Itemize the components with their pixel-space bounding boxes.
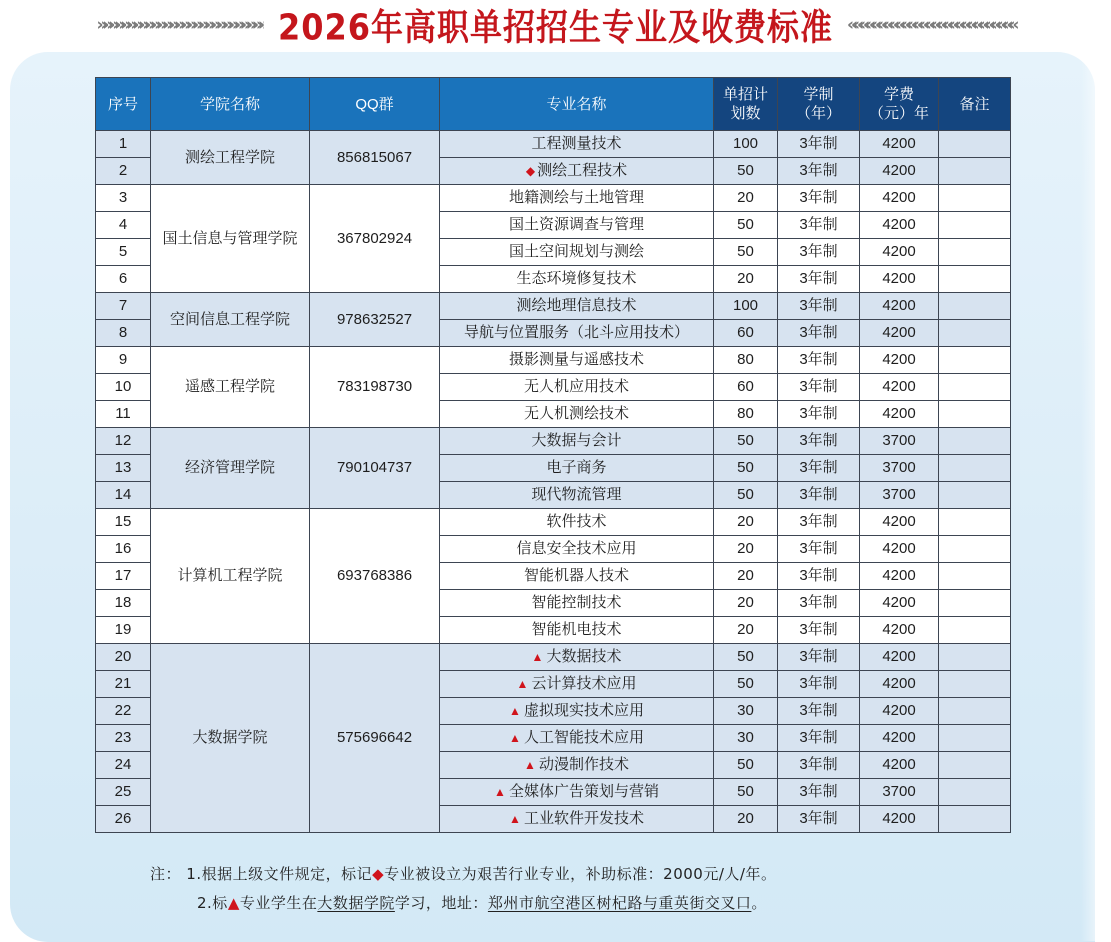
column-header-fee xyxy=(860,78,939,131)
cell-seq: 5 xyxy=(96,239,151,266)
footnote-2-study: 学习，地址： xyxy=(394,894,488,912)
major-name: 国土资源调查与管理 xyxy=(508,216,644,233)
cell-fee: 4200 xyxy=(860,590,939,617)
cell-plan: 30 xyxy=(714,725,778,752)
major-name: 信息安全技术应用 xyxy=(516,540,637,557)
cell-seq: 23 xyxy=(96,725,151,752)
cell-major xyxy=(440,698,714,725)
cell-fee: 4200 xyxy=(860,401,939,428)
cell-college: 测绘工程学院 xyxy=(151,131,310,185)
major-name: 生态环境修复技术 xyxy=(516,270,637,287)
cell-major xyxy=(440,806,714,833)
cell-years: 3年制 xyxy=(778,779,860,806)
cell-plan: 50 xyxy=(714,644,778,671)
cell-remark xyxy=(939,590,1011,617)
triangle-marker-icon: ▲ xyxy=(524,758,536,772)
cell-fee: 4200 xyxy=(860,131,939,158)
cell-plan: 20 xyxy=(714,509,778,536)
cell-remark xyxy=(939,185,1011,212)
footnote-1-text-end: 专业被设立为艰苦行业专业，补助标准：2000元/人/年。 xyxy=(384,865,777,883)
footnote-2-college: 大数据学院 xyxy=(317,894,395,912)
cell-years: 3年制 xyxy=(778,374,860,401)
cell-fee: 4200 xyxy=(860,185,939,212)
cell-years: 3年制 xyxy=(778,617,860,644)
cell-major xyxy=(440,266,714,293)
cell-seq: 26 xyxy=(96,806,151,833)
cell-remark xyxy=(939,779,1011,806)
triangle-marker-icon: ▲ xyxy=(509,704,521,718)
cell-years: 3年制 xyxy=(778,590,860,617)
table-body xyxy=(96,131,1011,833)
cell-years: 3年制 xyxy=(778,536,860,563)
cell-plan: 100 xyxy=(714,293,778,320)
major-name: 软件技术 xyxy=(546,513,607,530)
cell-remark xyxy=(939,320,1011,347)
cell-remark xyxy=(939,212,1011,239)
cell-remark xyxy=(939,806,1011,833)
cell-major xyxy=(440,185,714,212)
cell-major xyxy=(440,320,714,347)
major-name: 无人机测绘技术 xyxy=(523,405,629,422)
cell-college: 计算机工程学院 xyxy=(151,509,310,644)
cell-years: 3年制 xyxy=(778,266,860,293)
column-header-fee-line2: （元）年 xyxy=(868,105,929,122)
cell-major xyxy=(440,158,714,185)
diamond-marker-icon: ◆ xyxy=(372,865,385,883)
cell-fee: 3700 xyxy=(860,455,939,482)
cell-qq-group: 978632527 xyxy=(310,293,440,347)
major-name: 云计算技术应用 xyxy=(531,675,637,692)
cell-fee: 4200 xyxy=(860,752,939,779)
cell-college: 国土信息与管理学院 xyxy=(151,185,310,293)
cell-years: 3年制 xyxy=(778,752,860,779)
cell-plan: 50 xyxy=(714,482,778,509)
cell-years: 3年制 xyxy=(778,644,860,671)
cell-plan: 20 xyxy=(714,617,778,644)
major-name: 工程测量技术 xyxy=(531,135,622,152)
cell-major xyxy=(440,482,714,509)
footnote-2-end: 。 xyxy=(751,894,767,912)
cell-years: 3年制 xyxy=(778,185,860,212)
cell-college: 大数据学院 xyxy=(151,644,310,833)
footnote-2-text-mid: 专业学生在 xyxy=(239,894,318,912)
cell-fee: 4200 xyxy=(860,725,939,752)
cell-fee: 4200 xyxy=(860,563,939,590)
cell-major xyxy=(440,401,714,428)
panel-edge-fade xyxy=(1081,52,1111,941)
cell-plan: 80 xyxy=(714,401,778,428)
column-header-plan-line2: 划数 xyxy=(730,105,761,122)
cell-college: 遥感工程学院 xyxy=(151,347,310,428)
cell-remark xyxy=(939,725,1011,752)
cell-major xyxy=(440,590,714,617)
cell-remark xyxy=(939,131,1011,158)
cell-seq: 14 xyxy=(96,482,151,509)
cell-plan: 50 xyxy=(714,212,778,239)
major-name: 国土空间规划与测绘 xyxy=(508,243,644,260)
cell-years: 3年制 xyxy=(778,239,860,266)
major-name: 测绘地理信息技术 xyxy=(516,297,637,314)
page-title: 2026年高职单招招生专业及收费标准 xyxy=(277,5,834,49)
major-name: 人工智能技术应用 xyxy=(523,729,644,746)
cell-years: 3年制 xyxy=(778,293,860,320)
major-name: 智能机电技术 xyxy=(531,621,622,638)
table-row xyxy=(96,428,1011,455)
cell-major xyxy=(440,752,714,779)
cell-plan: 50 xyxy=(714,428,778,455)
cell-fee: 4200 xyxy=(860,509,939,536)
cell-plan: 30 xyxy=(714,698,778,725)
cell-fee: 4200 xyxy=(860,320,939,347)
cell-plan: 20 xyxy=(714,563,778,590)
cell-remark xyxy=(939,698,1011,725)
cell-fee: 4200 xyxy=(860,671,939,698)
major-name: 摄影测量与遥感技术 xyxy=(508,351,644,368)
table-row xyxy=(96,509,1011,536)
cell-remark xyxy=(939,374,1011,401)
cell-qq-group: 693768386 xyxy=(310,509,440,644)
cell-seq: 20 xyxy=(96,644,151,671)
footnote-2 xyxy=(150,889,970,918)
cell-plan: 20 xyxy=(714,536,778,563)
cell-years: 3年制 xyxy=(778,428,860,455)
cell-fee: 3700 xyxy=(860,428,939,455)
cell-plan: 50 xyxy=(714,455,778,482)
cell-seq: 13 xyxy=(96,455,151,482)
cell-plan: 20 xyxy=(714,266,778,293)
cell-major xyxy=(440,644,714,671)
cell-major xyxy=(440,671,714,698)
cell-qq-group: 856815067 xyxy=(310,131,440,185)
column-header-qq: QQ群 xyxy=(310,78,440,131)
cell-seq: 8 xyxy=(96,320,151,347)
column-header-years-line1: 学制 xyxy=(803,86,834,103)
cell-fee: 4200 xyxy=(860,536,939,563)
cell-years: 3年制 xyxy=(778,698,860,725)
cell-college: 空间信息工程学院 xyxy=(151,293,310,347)
triangle-marker-icon: ▲ xyxy=(494,785,506,799)
cell-plan: 80 xyxy=(714,347,778,374)
column-header-remarks: 备注 xyxy=(939,78,1011,131)
cell-years: 3年制 xyxy=(778,509,860,536)
cell-major xyxy=(440,239,714,266)
table-row xyxy=(96,293,1011,320)
major-name: 大数据与会计 xyxy=(531,432,622,449)
cell-seq: 10 xyxy=(96,374,151,401)
cell-major xyxy=(440,212,714,239)
cell-major xyxy=(440,428,714,455)
major-name: 智能控制技术 xyxy=(531,594,622,611)
footnote-prefix: 注： xyxy=(150,865,182,883)
cell-seq: 15 xyxy=(96,509,151,536)
major-name: 现代物流管理 xyxy=(531,486,622,503)
cell-remark xyxy=(939,158,1011,185)
cell-seq: 21 xyxy=(96,671,151,698)
cell-seq: 1 xyxy=(96,131,151,158)
chevron-right-decoration-icon: »»»»»»»»»»»»»»»»»»»»»»»»»»»» xyxy=(96,15,264,35)
major-name: 电子商务 xyxy=(546,459,607,476)
major-name: 大数据技术 xyxy=(546,648,622,665)
column-header-seq: 序号 xyxy=(96,78,151,131)
cell-fee: 4200 xyxy=(860,158,939,185)
cell-years: 3年制 xyxy=(778,320,860,347)
column-header-plan-line1: 单招计 xyxy=(722,86,768,103)
cell-fee: 4200 xyxy=(860,239,939,266)
cell-qq-group: 575696642 xyxy=(310,644,440,833)
major-name: 智能机器人技术 xyxy=(523,567,629,584)
cell-seq: 4 xyxy=(96,212,151,239)
cell-years: 3年制 xyxy=(778,212,860,239)
triangle-marker-icon: ▲ xyxy=(509,812,521,826)
cell-fee: 4200 xyxy=(860,374,939,401)
cell-seq: 7 xyxy=(96,293,151,320)
cell-years: 3年制 xyxy=(778,671,860,698)
chevron-left-decoration-icon: «««««««««««««««««««««««««««« xyxy=(847,15,1015,35)
triangle-marker-icon: ▲ xyxy=(509,731,521,745)
cell-major xyxy=(440,563,714,590)
footnote-1-text-start: 1.根据上级文件规定，标记 xyxy=(186,865,373,883)
table-row xyxy=(96,347,1011,374)
cell-fee: 3700 xyxy=(860,482,939,509)
table-row xyxy=(96,131,1011,158)
cell-major xyxy=(440,509,714,536)
column-header-years xyxy=(778,78,860,131)
cell-years: 3年制 xyxy=(778,131,860,158)
cell-plan: 50 xyxy=(714,779,778,806)
cell-seq: 18 xyxy=(96,590,151,617)
cell-remark xyxy=(939,401,1011,428)
major-name: 测绘工程技术 xyxy=(537,162,628,179)
footnote-2-text-start: 2.标 xyxy=(197,894,228,912)
cell-qq-group: 790104737 xyxy=(310,428,440,509)
cell-plan: 50 xyxy=(714,239,778,266)
cell-remark xyxy=(939,752,1011,779)
cell-major xyxy=(440,725,714,752)
cell-remark xyxy=(939,671,1011,698)
table-header-row xyxy=(96,78,1011,131)
cell-fee: 4200 xyxy=(860,806,939,833)
cell-major xyxy=(440,293,714,320)
cell-fee: 4200 xyxy=(860,617,939,644)
triangle-marker-icon: ▲ xyxy=(531,650,544,664)
cell-fee: 4200 xyxy=(860,293,939,320)
cell-plan: 50 xyxy=(714,671,778,698)
cell-years: 3年制 xyxy=(778,725,860,752)
triangle-marker-icon: ▲ xyxy=(227,894,240,912)
cell-remark xyxy=(939,509,1011,536)
cell-plan: 100 xyxy=(714,131,778,158)
cell-qq-group: 367802924 xyxy=(310,185,440,293)
cell-plan: 60 xyxy=(714,374,778,401)
major-name: 无人机应用技术 xyxy=(523,378,629,395)
cell-remark xyxy=(939,239,1011,266)
cell-plan: 50 xyxy=(714,158,778,185)
column-header-college: 学院名称 xyxy=(151,78,310,131)
cell-major xyxy=(440,779,714,806)
cell-fee: 3700 xyxy=(860,779,939,806)
cell-major xyxy=(440,374,714,401)
cell-seq: 22 xyxy=(96,698,151,725)
cell-seq: 3 xyxy=(96,185,151,212)
diamond-marker-icon: ◆ xyxy=(525,164,536,178)
cell-seq: 12 xyxy=(96,428,151,455)
cell-years: 3年制 xyxy=(778,563,860,590)
major-name: 虚拟现实技术应用 xyxy=(523,702,644,719)
cell-years: 3年制 xyxy=(778,347,860,374)
cell-fee: 4200 xyxy=(860,266,939,293)
cell-seq: 11 xyxy=(96,401,151,428)
footnote-2-address: 郑州市航空港区树杞路与重英街交叉口 xyxy=(487,894,752,912)
table-row xyxy=(96,644,1011,671)
cell-years: 3年制 xyxy=(778,158,860,185)
cell-remark xyxy=(939,482,1011,509)
cell-years: 3年制 xyxy=(778,482,860,509)
cell-major xyxy=(440,455,714,482)
table-row xyxy=(96,185,1011,212)
cell-remark xyxy=(939,455,1011,482)
column-header-plan xyxy=(714,78,778,131)
cell-seq: 16 xyxy=(96,536,151,563)
major-name: 导航与位置服务（北斗应用技术） xyxy=(463,324,689,341)
column-header-major: 专业名称 xyxy=(440,78,714,131)
cell-fee: 4200 xyxy=(860,347,939,374)
cell-qq-group: 783198730 xyxy=(310,347,440,428)
major-name: 地籍测绘与土地管理 xyxy=(508,189,644,206)
column-header-years-line2: （年） xyxy=(795,105,841,122)
cell-seq: 17 xyxy=(96,563,151,590)
triangle-marker-icon: ▲ xyxy=(516,677,529,691)
cell-plan: 20 xyxy=(714,806,778,833)
cell-years: 3年制 xyxy=(778,806,860,833)
cell-seq: 6 xyxy=(96,266,151,293)
cell-fee: 4200 xyxy=(860,698,939,725)
cell-remark xyxy=(939,347,1011,374)
cell-college: 经济管理学院 xyxy=(151,428,310,509)
cell-remark xyxy=(939,266,1011,293)
cell-major xyxy=(440,347,714,374)
cell-major xyxy=(440,536,714,563)
cell-fee: 4200 xyxy=(860,644,939,671)
cell-plan: 60 xyxy=(714,320,778,347)
column-header-fee-line1: 学费 xyxy=(883,86,914,103)
cell-remark xyxy=(939,536,1011,563)
footnote-1 xyxy=(150,860,970,889)
major-name: 动漫制作技术 xyxy=(538,756,629,773)
cell-seq: 19 xyxy=(96,617,151,644)
footnotes xyxy=(150,860,970,918)
cell-seq: 25 xyxy=(96,779,151,806)
cell-years: 3年制 xyxy=(778,401,860,428)
cell-seq: 24 xyxy=(96,752,151,779)
cell-major xyxy=(440,617,714,644)
cell-plan: 20 xyxy=(714,590,778,617)
cell-fee: 4200 xyxy=(860,212,939,239)
cell-remark xyxy=(939,617,1011,644)
cell-seq: 2 xyxy=(96,158,151,185)
cell-remark xyxy=(939,293,1011,320)
title-bar xyxy=(0,0,1111,50)
cell-remark xyxy=(939,428,1011,455)
cell-major xyxy=(440,131,714,158)
major-name: 全媒体广告策划与营销 xyxy=(508,783,659,800)
cell-remark xyxy=(939,563,1011,590)
major-name: 工业软件开发技术 xyxy=(523,810,644,827)
cell-remark xyxy=(939,644,1011,671)
cell-plan: 50 xyxy=(714,752,778,779)
enrollment-fee-table xyxy=(95,77,1011,833)
cell-years: 3年制 xyxy=(778,455,860,482)
cell-plan: 20 xyxy=(714,185,778,212)
cell-seq: 9 xyxy=(96,347,151,374)
